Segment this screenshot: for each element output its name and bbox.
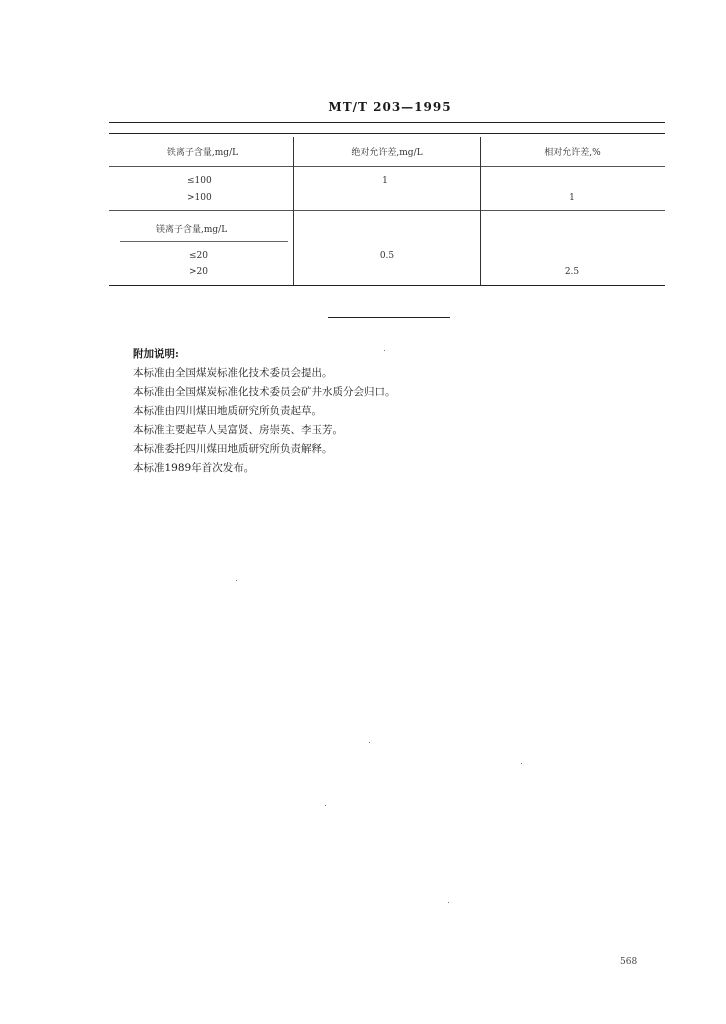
standard-code-header: MT/T 203—1995: [328, 100, 452, 114]
column-divider-1: [293, 137, 294, 285]
notes-title: 附加说明:: [133, 348, 179, 360]
range-cell: >20: [189, 267, 208, 277]
range-cell: ≤20: [189, 251, 208, 261]
col-header-iron: 铁离子含量,mg/L: [166, 148, 239, 158]
notes-line: 本标准主要起草人吴富贤、房崇英、李玉芳。: [133, 424, 343, 436]
relative-cell: 2.5: [564, 267, 580, 277]
notes-line: 本标准由四川煤田地质研究所负责起草。: [133, 405, 322, 417]
range-cell: >100: [187, 193, 212, 203]
header-bottom-rule: [109, 166, 665, 167]
col-header-relative: 相对允许差,%: [544, 148, 601, 158]
scan-speck: [369, 742, 370, 743]
group2-label: 镁离子含量,mg/L: [156, 225, 228, 235]
relative-cell: 1: [569, 193, 575, 203]
page-number: 568: [620, 957, 638, 967]
notes-line: 本标准1989年首次发布。: [133, 462, 255, 474]
notes-line: 本标准由全国煤炭标准化技术委员会提出。: [133, 367, 333, 379]
scan-speck: [325, 805, 326, 806]
section-separator: [328, 317, 450, 318]
absolute-cell: 0.5: [379, 251, 395, 261]
scan-speck: [236, 580, 237, 581]
table-top-rule-2: [109, 133, 665, 134]
table-top-rule-1: [109, 122, 665, 123]
group2-label-rule: [120, 241, 288, 242]
table-bottom-rule: [109, 285, 665, 286]
group-divider-rule: [109, 210, 665, 211]
scan-speck: [521, 763, 522, 764]
additional-notes: [133, 345, 396, 478]
range-cell: ≤100: [187, 176, 212, 186]
column-divider-2: [480, 137, 481, 285]
scan-speck: [448, 902, 449, 903]
col-header-absolute: 绝对允许差,mg/L: [351, 148, 423, 158]
scan-speck: [384, 350, 385, 351]
notes-line: 本标准委托四川煤田地质研究所负责解释。: [133, 443, 333, 455]
absolute-cell: 1: [382, 176, 388, 186]
notes-line: 本标准由全国煤炭标准化技术委员会矿井水质分会归口。: [133, 386, 396, 398]
